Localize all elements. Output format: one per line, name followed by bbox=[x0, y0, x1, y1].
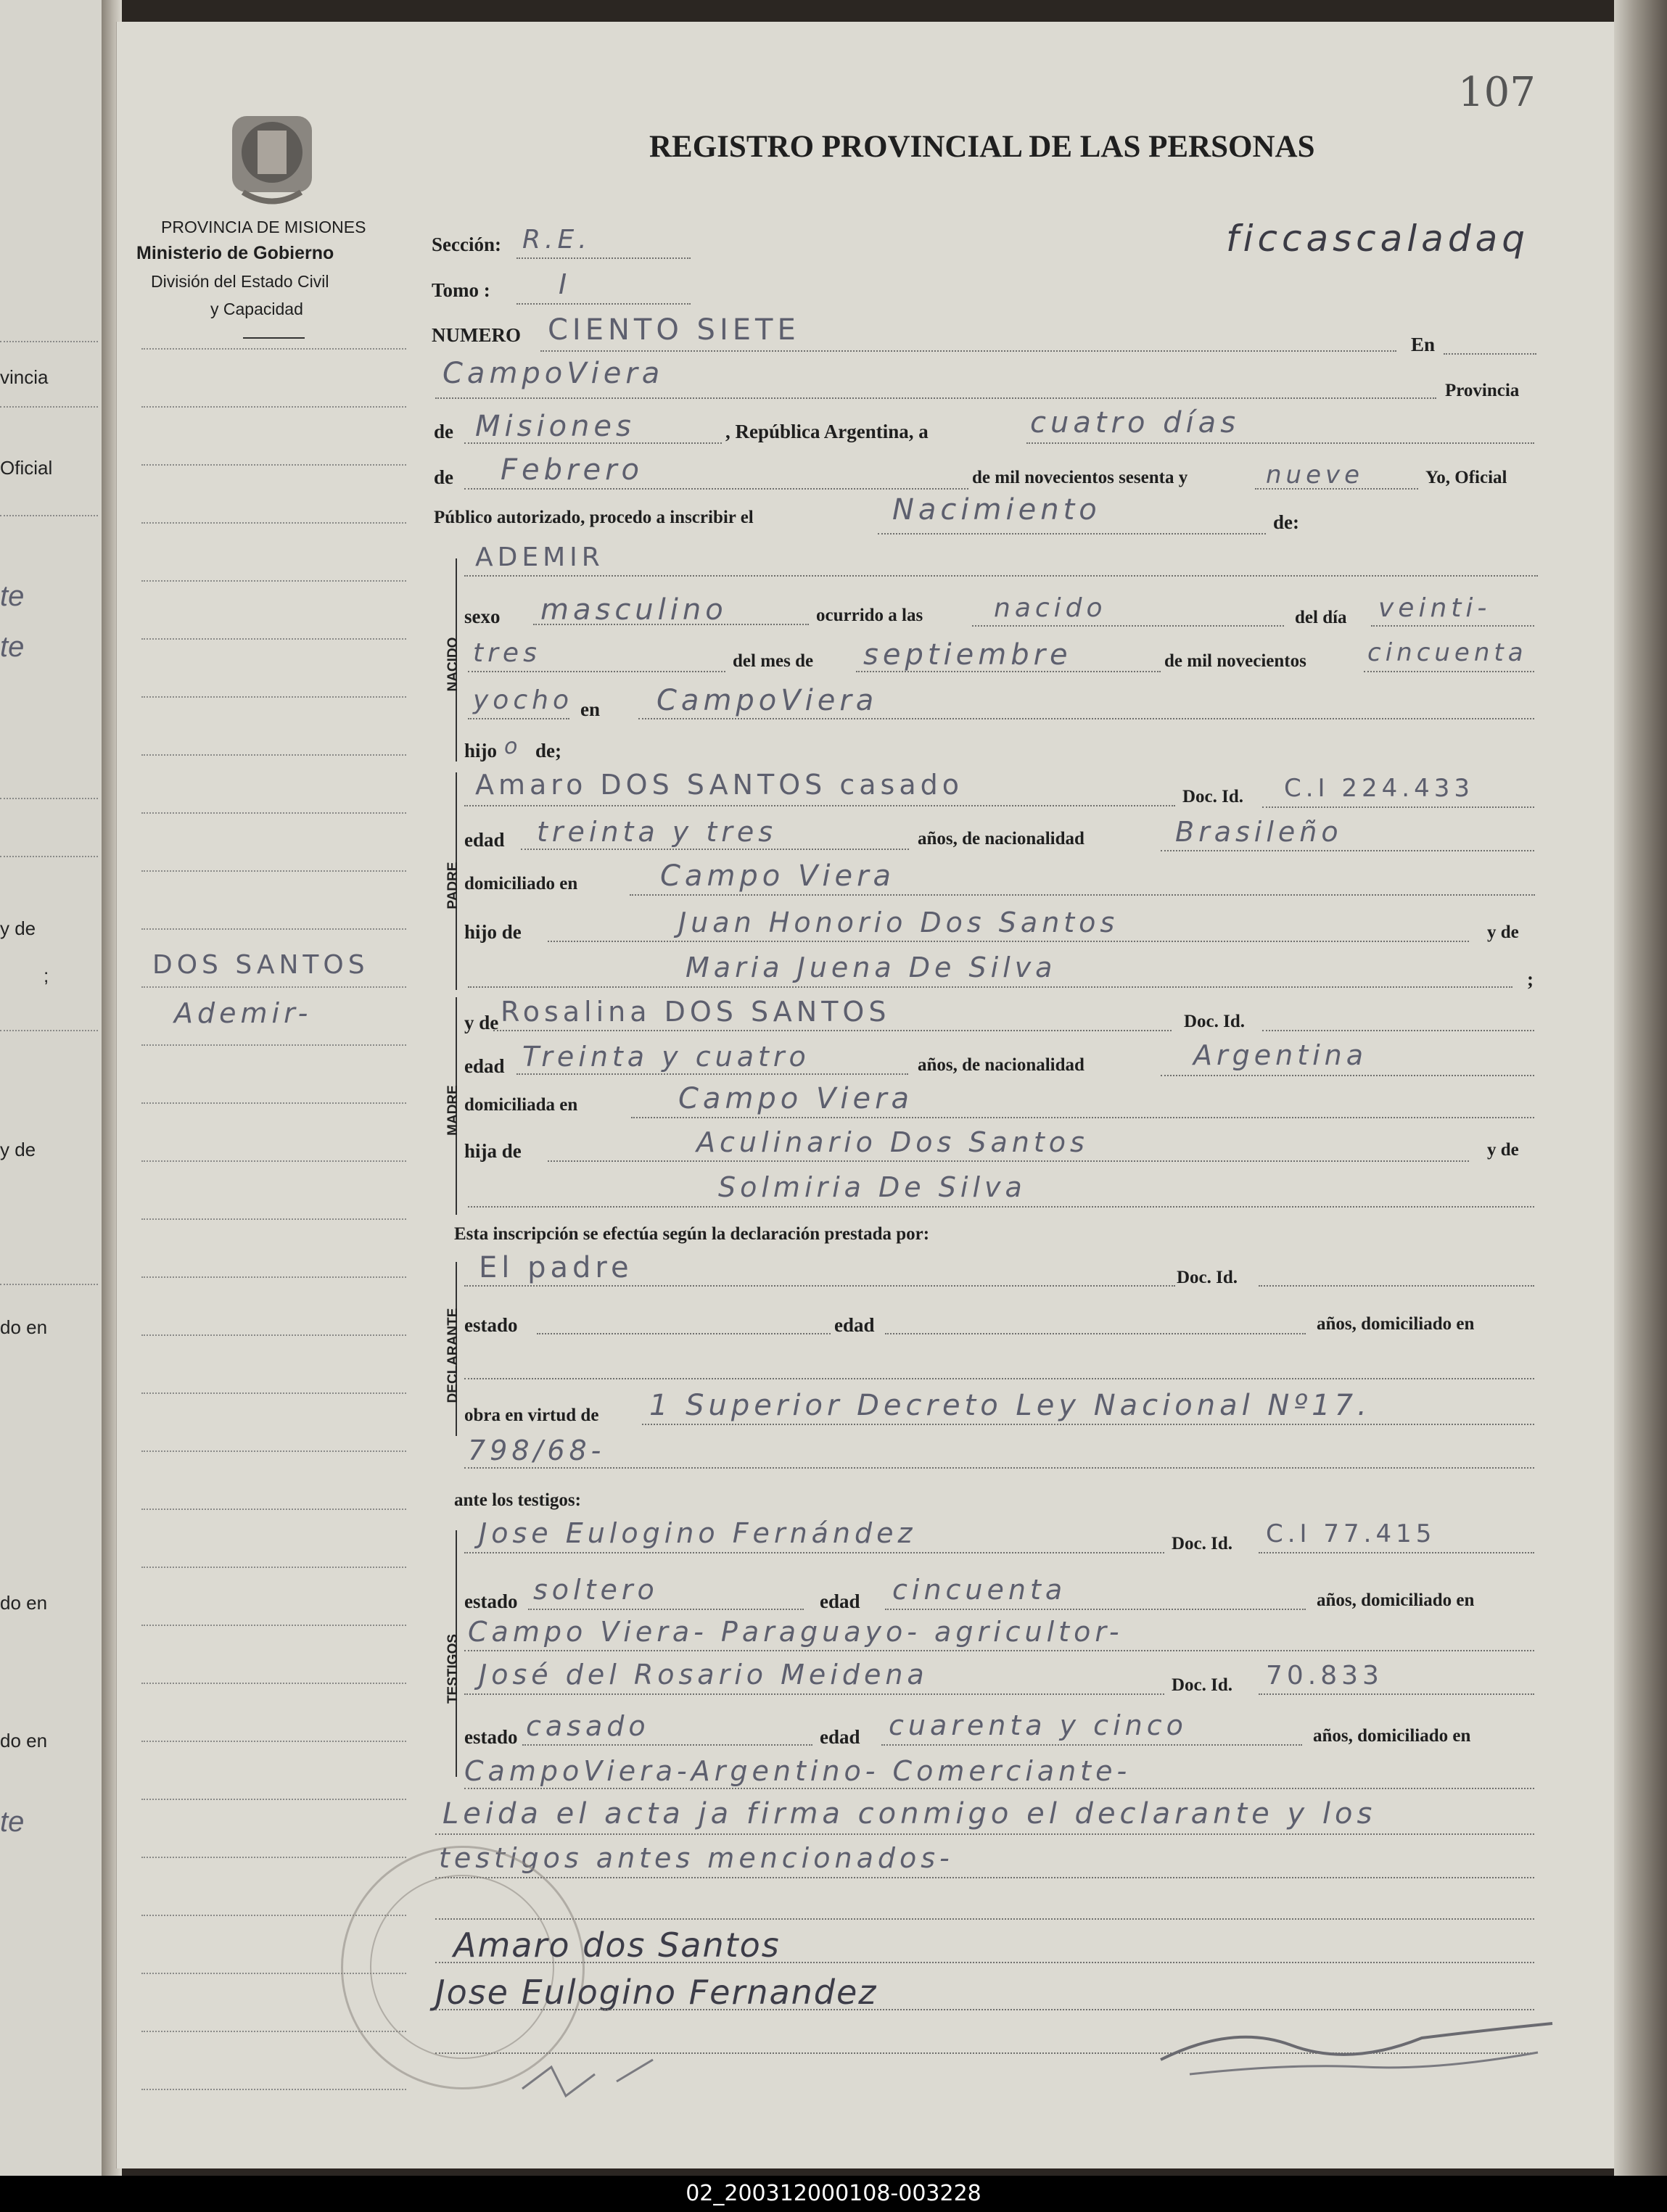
publico-label: Público autorizado, procedo a inscribir el bbox=[434, 508, 754, 527]
stub-name: Ademir- bbox=[174, 997, 313, 1029]
left-page-doen1: do en bbox=[0, 1316, 48, 1338]
left-page-te2: te bbox=[0, 631, 25, 663]
left-page bbox=[0, 0, 109, 2176]
dia-value: cuatro días bbox=[1030, 406, 1240, 439]
padre-doc-label: Doc. Id. bbox=[1182, 787, 1244, 806]
padre-section-label: PADRE bbox=[445, 862, 461, 909]
officer-signature-icon bbox=[1146, 1994, 1567, 2096]
letterhead-province: PROVINCIA DE MISIONES bbox=[161, 218, 366, 236]
mes-nac-value: septiembre bbox=[863, 638, 1072, 672]
ocurrido-label: ocurrido a las bbox=[816, 606, 923, 625]
letterhead-ministry: Ministerio de Gobierno bbox=[136, 243, 334, 263]
del-mes-label: del mes de bbox=[733, 651, 814, 671]
anio-nac2-value: yocho bbox=[473, 685, 573, 715]
tomo-value: I bbox=[559, 268, 572, 300]
hora-value: nacido bbox=[994, 593, 1107, 623]
anio-nac1-value: cincuenta bbox=[1367, 638, 1528, 667]
stub-rule bbox=[141, 1102, 406, 1104]
padre-dom-label: domiciliado en bbox=[464, 874, 578, 894]
t1-edad-label: edad bbox=[820, 1590, 860, 1612]
t2-nombre-value: José del Rosario Meidena bbox=[479, 1659, 929, 1691]
stub-rule bbox=[141, 406, 406, 408]
stub-rule bbox=[141, 812, 406, 814]
sexo-value: masculino bbox=[540, 593, 728, 627]
left-page-te3: te bbox=[0, 1806, 25, 1838]
stub-rule bbox=[141, 696, 406, 698]
madre-nac-value: Argentina bbox=[1193, 1039, 1368, 1071]
madre-madre-value: Solmiria De Silva bbox=[718, 1171, 1026, 1203]
stub-rule bbox=[141, 1392, 406, 1394]
stub-rule bbox=[141, 1683, 406, 1684]
madre-nombre-value: Rosalina DOS SANTOS bbox=[501, 996, 891, 1028]
numero-value: CIENTO SIETE bbox=[548, 313, 800, 347]
stub-surname: DOS SANTOS bbox=[152, 950, 369, 980]
stub-rule bbox=[141, 1625, 406, 1626]
t1-estado-label: estado bbox=[464, 1590, 518, 1612]
t1-edad-value: cincuenta bbox=[892, 1574, 1067, 1606]
stub-rule bbox=[141, 464, 406, 466]
madre-section-label: MADRE bbox=[445, 1085, 461, 1136]
acto-value: Nacimiento bbox=[892, 493, 1101, 527]
t2-edad-value: cuarenta y cinco bbox=[889, 1709, 1188, 1741]
t1-doc-label: Doc. Id. bbox=[1172, 1534, 1233, 1553]
provincia-label: Provincia bbox=[1445, 381, 1520, 400]
stub-rule bbox=[141, 1857, 406, 1858]
stub-rule bbox=[141, 1509, 406, 1510]
provincia-value: Misiones bbox=[475, 410, 635, 443]
t1-anos-label: años, domiciliado en bbox=[1317, 1590, 1475, 1610]
stub-rule bbox=[141, 754, 406, 756]
de-mil-nov-label: de mil novecientos bbox=[1164, 651, 1306, 671]
declarante-anos-label: años, domiciliado en bbox=[1317, 1314, 1475, 1334]
t1-doc-value: C.I 77.415 bbox=[1266, 1519, 1436, 1548]
t2-doc-label: Doc. Id. bbox=[1172, 1675, 1233, 1695]
image-id-footer: 02_200312000108-003228 bbox=[0, 2176, 1667, 2212]
left-page-yde2: y de bbox=[0, 1139, 36, 1160]
letterhead-division: División del Estado Civil bbox=[151, 272, 329, 291]
madre-doc-label: Doc. Id. bbox=[1184, 1012, 1246, 1031]
left-page-doen2: do en bbox=[0, 1592, 48, 1614]
stub-rule bbox=[141, 986, 406, 988]
leida1-value: Leida el acta ja firma conmigo el declarante y los bbox=[443, 1797, 1377, 1831]
left-page-semi: ; bbox=[44, 965, 49, 986]
declarante-estado-label: estado bbox=[464, 1314, 518, 1336]
stub-rule bbox=[141, 522, 406, 524]
stub-rule bbox=[141, 1334, 406, 1336]
coat-of-arms-icon bbox=[218, 102, 326, 210]
padre-edad-label: edad bbox=[464, 829, 505, 851]
de-mil-label: de mil novecientos sesenta y bbox=[972, 468, 1188, 487]
t1-nombre-value: Jose Eulogino Fernández bbox=[479, 1517, 917, 1549]
de2-label: de bbox=[434, 466, 453, 488]
del-dia-label: del día bbox=[1295, 608, 1347, 627]
padre-nac-value: Brasileño bbox=[1175, 816, 1343, 848]
seccion-label: Sección: bbox=[432, 234, 501, 255]
dia-nac2-value: tres bbox=[473, 638, 541, 668]
declarante-edad-label: edad bbox=[834, 1314, 875, 1336]
madre-hija-de-label: hija de bbox=[464, 1140, 522, 1162]
seccion-value: R.E. bbox=[522, 225, 591, 255]
mes-value: Febrero bbox=[501, 453, 643, 487]
lugar-nac-value: CampoViera bbox=[656, 684, 878, 717]
declarante-section-label: DECLARANTE bbox=[445, 1308, 461, 1403]
esta-inscripcion-label: Esta inscripción se efectúa según la declaración prestada por: bbox=[454, 1224, 930, 1244]
t1-estado-value: soltero bbox=[533, 1574, 659, 1606]
left-page-vincia: vincia bbox=[0, 366, 49, 388]
stub-rule bbox=[141, 638, 406, 640]
madre-edad-label: edad bbox=[464, 1055, 505, 1077]
declarante-doc-label: Doc. Id. bbox=[1177, 1268, 1238, 1287]
dia-nac1-value: veinti- bbox=[1378, 593, 1491, 623]
en2-label: en bbox=[580, 698, 600, 720]
numero-label: NUMERO bbox=[432, 324, 521, 346]
left-page-yde1: y de bbox=[0, 917, 36, 939]
stub-rule bbox=[141, 870, 406, 872]
stub-rule bbox=[141, 1276, 406, 1278]
official-signature: ficcascaladaq bbox=[1226, 218, 1529, 260]
madre-dom-value: Campo Viera bbox=[678, 1082, 914, 1115]
en-label: En bbox=[1411, 334, 1436, 355]
stub-rule bbox=[141, 1218, 406, 1220]
stub-rule bbox=[141, 1450, 406, 1452]
t2-dom-value: CampoViera-Argentino- Comerciante- bbox=[464, 1755, 1132, 1787]
stub-rule bbox=[141, 1044, 406, 1046]
left-page-doen3: do en bbox=[0, 1730, 48, 1751]
official-seal-inner bbox=[370, 1875, 554, 2059]
madre-dom-label: domiciliada en bbox=[464, 1095, 578, 1115]
t2-anos-label: años, domiciliado en bbox=[1313, 1726, 1471, 1746]
stub-rule bbox=[141, 1160, 406, 1162]
t2-doc-value: 70.833 bbox=[1266, 1661, 1383, 1691]
de-colon-label: de: bbox=[1273, 511, 1299, 533]
obra1-value: 1 Superior Decreto Ley Nacional Nº17. bbox=[649, 1389, 1371, 1422]
t2-estado-value: casado bbox=[526, 1710, 650, 1742]
madre-padre-value: Aculinario Dos Santos bbox=[696, 1126, 1089, 1158]
t1-dom-value: Campo Viera- Paraguayo- agricultor- bbox=[468, 1616, 1124, 1648]
stub-rule bbox=[141, 348, 406, 350]
padre-nac-label: años, de nacionalidad bbox=[918, 829, 1084, 849]
nombre-value: ADEMIR bbox=[475, 542, 604, 572]
letterhead-capacity: y Capacidad bbox=[210, 300, 303, 318]
letterhead-rule bbox=[243, 337, 305, 339]
sexo-label: sexo bbox=[464, 606, 501, 627]
obra2-value: 798/68- bbox=[468, 1435, 606, 1466]
stub-rule bbox=[141, 1799, 406, 1800]
page-edge bbox=[1614, 0, 1667, 2176]
page-number: 107 bbox=[1458, 69, 1536, 116]
testigos-section-label: TESTIGOS bbox=[445, 1633, 461, 1704]
madre-y-de2-label: y de bbox=[1487, 1140, 1519, 1160]
padre-hijo-de-label: hijo de bbox=[464, 921, 522, 943]
tomo-label: Tomo : bbox=[432, 279, 490, 301]
scribble-icon bbox=[508, 2045, 725, 2118]
madre-edad-value: Treinta y cuatro bbox=[522, 1041, 810, 1073]
left-page-oficial: Oficial bbox=[0, 457, 53, 479]
stub-rule bbox=[141, 580, 406, 582]
left-page-te1: te bbox=[0, 580, 25, 612]
de-label: de bbox=[434, 421, 453, 442]
stub-rule bbox=[141, 2089, 406, 2090]
stub-rule bbox=[141, 1741, 406, 1742]
hijo-suffix-value: o bbox=[504, 734, 522, 759]
padre-semi-label: ; bbox=[1527, 968, 1534, 990]
signature-father: Amaro dos Santos bbox=[453, 1926, 781, 1965]
de-semi-label: de; bbox=[535, 740, 561, 762]
padre-nombre-value: Amaro DOS SANTOS casado bbox=[475, 769, 963, 801]
stub-rule bbox=[141, 928, 406, 930]
declarante-value: El padre bbox=[479, 1251, 633, 1284]
ante-testigos-label: ante los testigos: bbox=[454, 1490, 581, 1510]
leida2-value: testigos antes mencionados- bbox=[439, 1842, 954, 1874]
t2-edad-label: edad bbox=[820, 1726, 860, 1748]
padre-padre-value: Juan Honorio Dos Santos bbox=[678, 907, 1119, 938]
obra-label: obra en virtud de bbox=[464, 1406, 599, 1425]
madre-y-de-label: y de bbox=[464, 1012, 499, 1033]
padre-doc-value: C.I 224.433 bbox=[1284, 774, 1474, 803]
nacido-section-label: NACIDO bbox=[445, 637, 461, 692]
t2-estado-label: estado bbox=[464, 1726, 518, 1748]
lugar-value: CampoViera bbox=[443, 357, 664, 390]
stub-rule bbox=[141, 1567, 406, 1568]
madre-nac-label: años, de nacionalidad bbox=[918, 1055, 1084, 1075]
signature-witness: Jose Eulogino Fernandez bbox=[435, 1973, 878, 2012]
yo-oficial-label: Yo, Oficial bbox=[1425, 468, 1507, 487]
padre-madre-value: Maria Juena De Silva bbox=[686, 952, 1057, 983]
padre-dom-value: Campo Viera bbox=[660, 859, 896, 893]
anio-value: nueve bbox=[1266, 461, 1365, 490]
republica-label: , República Argentina, a bbox=[725, 421, 929, 442]
padre-y-de-label: y de bbox=[1487, 923, 1519, 942]
padre-edad-value: treinta y tres bbox=[537, 816, 778, 848]
document-title: REGISTRO PROVINCIAL DE LAS PERSONAS bbox=[649, 130, 1315, 164]
hijo-label: hijo bbox=[464, 740, 498, 762]
